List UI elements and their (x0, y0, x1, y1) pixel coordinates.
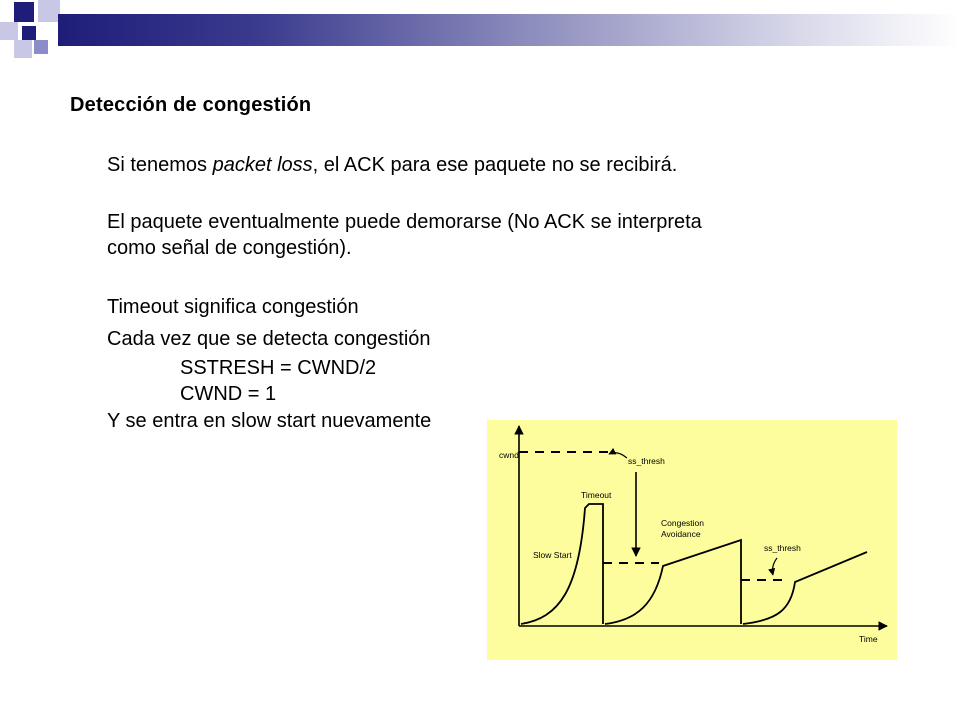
text-line-packet-loss-prefix: Si tenemos (107, 154, 213, 176)
x-axis-label: Time (859, 634, 878, 644)
text-sstresh: SSTRESH = CWND/2 (180, 357, 377, 379)
ss-thresh-right-arrow (773, 558, 778, 575)
header-square-6 (34, 40, 48, 54)
text-slow-start-again: Y se entra en slow start nuevamente (107, 410, 432, 432)
text-cada-vez: Cada vez que se detecta congestión (107, 328, 431, 350)
congestion-label: Congestion (661, 518, 705, 528)
text-packet-loss-italic: packet loss (212, 154, 313, 176)
text-line-packet-loss (107, 152, 677, 178)
second-slow-start-curve (605, 540, 741, 624)
ss-thresh-top-arrow (609, 453, 627, 458)
third-slow-start-curve (743, 552, 867, 624)
congestion-diagram-svg (487, 420, 897, 660)
text-timeout: Timeout significa congestión (107, 296, 359, 318)
ss-thresh-top-label: ss_thresh (628, 456, 665, 466)
header-square-1 (14, 2, 34, 22)
y-axis-label: cwnd (499, 450, 519, 460)
header-square-2 (38, 0, 60, 22)
text-para2-line1: El paquete eventualmente puede demorarse (No ACK se interpreta (107, 211, 702, 233)
congestion-window-diagram (487, 420, 897, 660)
slow-start-curve (521, 504, 603, 624)
avoidance-label: Avoidance (661, 529, 701, 539)
ss-thresh-right-label: ss_thresh (764, 543, 801, 553)
slide-title: Detección de congestión (70, 94, 312, 116)
header-square-4 (22, 26, 36, 40)
text-para2-line2: como señal de congestión). (107, 237, 352, 259)
slow-start-label: Slow Start (533, 550, 572, 560)
header-square-5 (14, 40, 32, 58)
header-square-3 (0, 22, 18, 40)
text-cwnd: CWND = 1 (180, 383, 277, 405)
text-line-packet-loss-suffix: , el ACK para ese paquete no se recibirá. (312, 154, 678, 176)
timeout-label: Timeout (581, 490, 612, 500)
header-gradient-bar (58, 14, 960, 46)
